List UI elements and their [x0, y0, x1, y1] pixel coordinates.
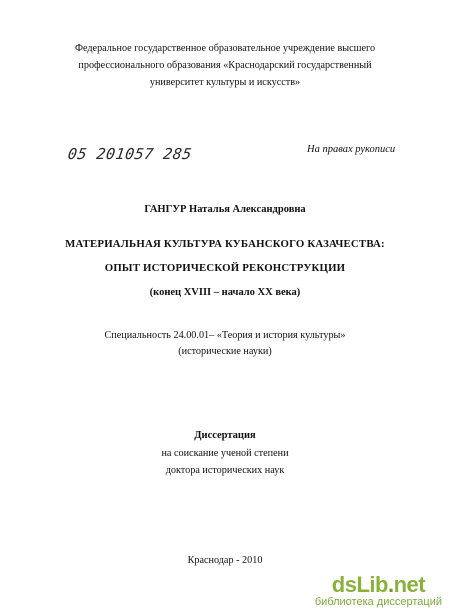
title-period: (конец XVIII – начало XX века)	[149, 287, 301, 298]
manuscript-rights-label: На правах рукописи	[307, 144, 396, 155]
specialty-line: Специальность 24.00.01– «Теория и история культуры»	[104, 330, 346, 341]
watermark-subtitle: библиотека диссертаций	[314, 596, 442, 608]
handwritten-registration-code: 05 201057 285	[66, 145, 194, 163]
degree-line-2: доктора исторических наук	[165, 465, 285, 476]
dissertation-heading: Диссертация	[194, 430, 256, 441]
dslib-logo	[315, 574, 442, 596]
logo-tld-text: net	[393, 572, 426, 597]
dslib-watermark	[315, 574, 442, 609]
title-line-1: МАТЕРИАЛЬНАЯ КУЛЬТУРА КУБАНСКОГО КАЗАЧЕСТВА:	[65, 238, 385, 250]
title-line-2: ОПЫТ ИСТОРИЧЕСКОЙ РЕКОНСТРУКЦИИ	[104, 262, 346, 274]
institution-line-1: Федеральное государственное образовательное учреждение высшего	[74, 43, 376, 54]
place-year: Краснодар - 2010	[187, 555, 263, 566]
logo-main-text: dsLib	[331, 572, 388, 597]
author-name: ГАНГУР Наталья Александровна	[144, 204, 306, 215]
logo-dot: .	[387, 572, 394, 597]
institution-line-3: университет культуры и искусств»	[149, 77, 301, 88]
institution-line-2: профессионального образования «Краснодарский государственный	[78, 60, 372, 71]
degree-line-1: на соискание ученой степени	[161, 448, 289, 459]
specialty-field: (исторические науки)	[178, 346, 272, 357]
